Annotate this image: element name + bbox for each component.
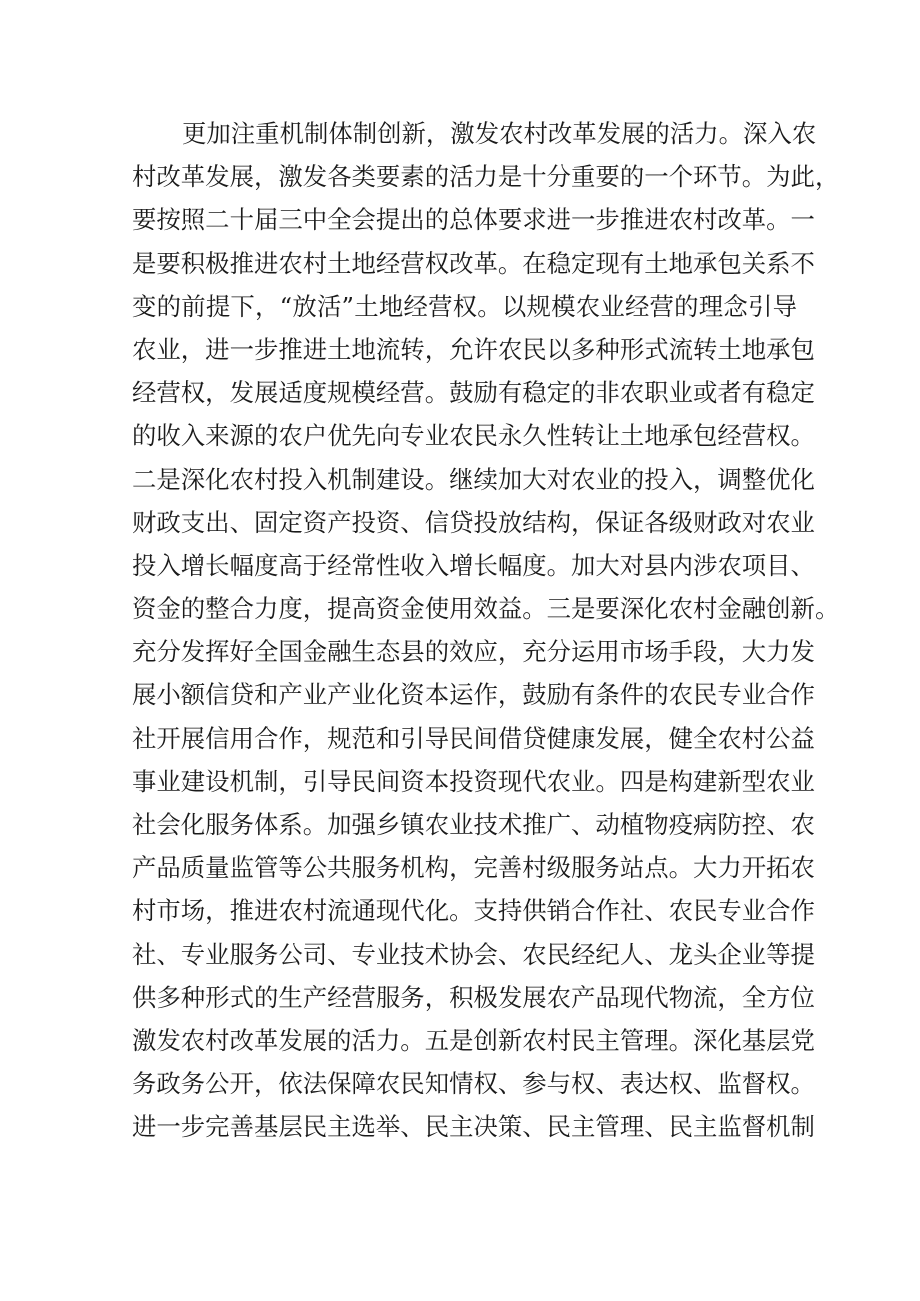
text-line: 供多种形式的生产经营服务，积极发展农产品现代物流，全方位 xyxy=(132,982,815,1012)
text-line: 的收入来源的农户优先向专业农民永久性转让土地承包经营权。 xyxy=(132,421,815,451)
text-line: 社会化服务体系。加强乡镇农业技术推广、动植物疫病防控、农 xyxy=(132,810,815,839)
text-line: 农业，进一步推进土地流转，允许农民以多种形式流转土地承包 xyxy=(132,334,815,364)
text-line: 社、专业服务公司、专业技术协会、农民经纪人、龙头企业等提 xyxy=(132,939,815,969)
text-line: 投入增长幅度高于经常性收入增长幅度。加大对县内涉农项目、 xyxy=(132,550,815,580)
text-line: 充分发挥好全国金融生态县的效应，充分运用市场手段，大力发 xyxy=(132,637,815,667)
text-line: 资金的整合力度，提高资金使用效益。三是要深化农村金融创新。 xyxy=(132,594,840,624)
text-line: 变的前提下，“放活”土地经营权。以规模农业经营的理念引导 xyxy=(132,291,797,321)
text-line: 村市场，推进农村流通现代化。支持供销合作社、农民专业合作 xyxy=(132,896,815,926)
text-line: 务政务公开，依法保障农民知情权、参与权、表达权、监督权。 xyxy=(132,1069,815,1099)
text-line: 进一步完善基层民主选举、民主决策、民主管理、民主监督机制 xyxy=(132,1112,815,1142)
text-line: 事业建设机制，引导民间资本投资现代农业。四是构建新型农业 xyxy=(132,766,815,796)
text-line: 财政支出、固定资产投资、信贷投放结构，保证各级财政对农业 xyxy=(132,507,815,537)
text-line: 二是深化农村投入机制建设。继续加大对农业的投入，调整优化 xyxy=(132,464,815,494)
text-line: 村改革发展，激发各类要素的活力是十分重要的一个环节。为此， xyxy=(132,162,840,192)
text-line: 要按照二十届三中全会提出的总体要求进一步推进农村改革。一 xyxy=(132,205,815,235)
text-line: 产品质量监管等公共服务机构，完善村级服务站点。大力开拓农 xyxy=(132,853,815,883)
text-line: 是要积极推进农村土地经营权改革。在稳定现有土地承包关系不 xyxy=(132,248,815,278)
text-line: 社开展信用合作，规范和引导民间借贷健康发展，健全农村公益 xyxy=(132,723,815,753)
text-line: 激发农村改革发展的活力。五是创新农村民主管理。深化基层党 xyxy=(132,1025,815,1055)
body-paragraph xyxy=(132,112,840,1149)
text-line: 展小额信贷和产业产业化资本运作，鼓励有条件的农民专业合作 xyxy=(132,680,815,710)
text-line: 经营权，发展适度规模经营。鼓励有稳定的非农职业或者有稳定 xyxy=(132,378,815,408)
text-line: 更加注重机制体制创新，激发农村改革发展的活力。深入农 xyxy=(182,119,817,148)
